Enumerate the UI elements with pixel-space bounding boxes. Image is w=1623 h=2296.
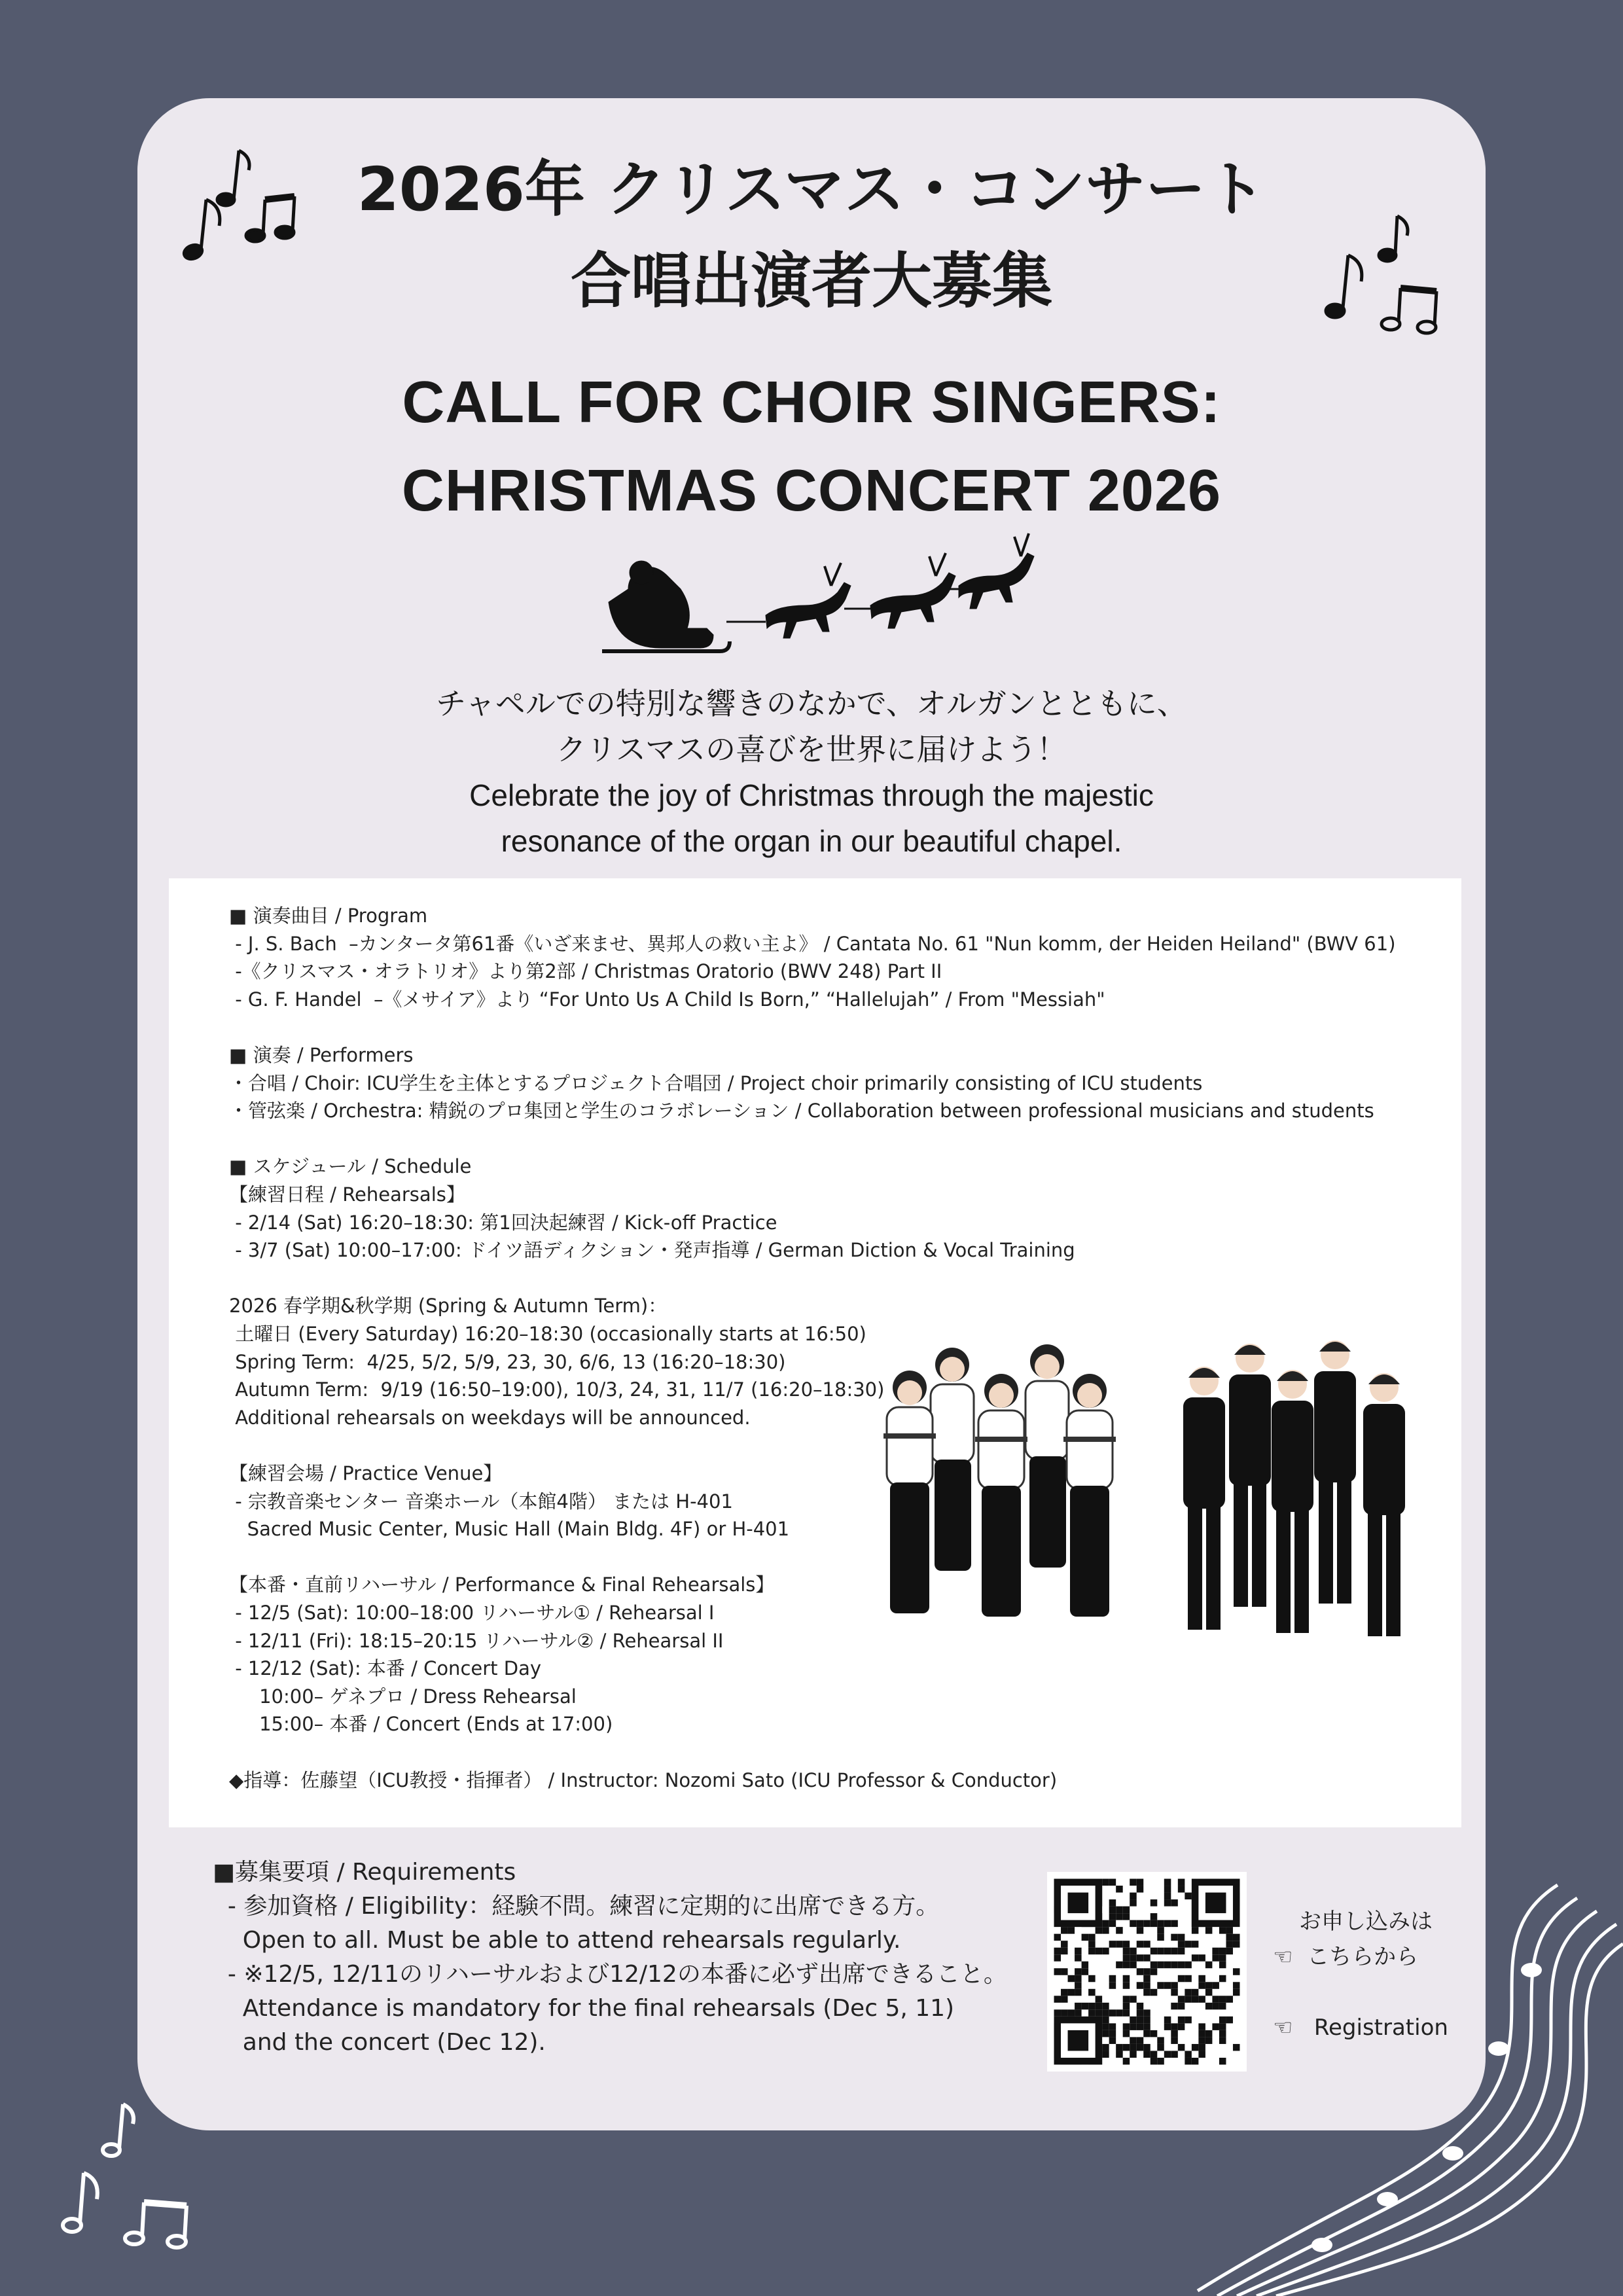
requirement-line: Open to all. Must be able to attend rehearsals regularly. [213, 1927, 901, 1954]
info-line: ・合唱 / Choir: ICU学生を主体とするプロジェクト合唱団 / Project choir primarily consisting of ICU students [229, 1071, 1203, 1094]
info-line: 【本番・直前リハーサル / Performance & Final Rehearsals】 [229, 1573, 775, 1596]
requirement-line: - ※12/5, 12/11のリハーサルおよび12/12の本番に必ず出席できること。 [213, 1961, 1007, 1988]
intro-text-jp-1: チャペルでの特別な響きのなかで、オルガンとともに、 [436, 686, 1187, 721]
info-line: - 宗教音楽センター 音楽ホール（本館4階） または H-401 [229, 1490, 733, 1513]
info-line: Autumn Term: 9/19 (16:50–19:00), 10/3, 24, 31, 11/7 (16:20–18:30) [229, 1378, 885, 1401]
page-subtitle-en: CHRISTMAS CONCERT 2026 [401, 458, 1222, 524]
info-line: ・管弦楽 / Orchestra: 精鋭のプロ集団と学生のコラボレーション / Collaboration between professional musicians and students [229, 1100, 1374, 1122]
info-line: - J. S. Bach –カンタータ第61番《いざ来ませ、異邦人の救い主よ》 / Cantata No. 61 "Nun komm, der Heiden Heiland" (BWV 61) [229, 932, 1396, 955]
page-title-en: CALL FOR CHOIR SINGERS: [402, 370, 1221, 435]
page-subtitle-jp: 合唱出演者大募集 [570, 246, 1052, 316]
info-line: ■ 演奏曲目 / Program [229, 905, 428, 927]
choir-illustration [870, 1329, 1440, 1656]
info-line: Additional rehearsals on weekdays will be announced. [229, 1406, 751, 1429]
intro-text-en-2: resonance of the organ in our beautiful chapel. [501, 824, 1122, 858]
requirement-line: and the concert (Dec 12). [213, 2029, 546, 2056]
intro-text-en-1: Celebrate the joy of Christmas through the majestic [469, 778, 1154, 812]
qr-code[interactable] [1047, 1872, 1247, 2072]
apply-text: お申し込みは [1299, 1909, 1433, 1935]
info-line: 15:00– 本番 / Concert (Ends at 17:00) [229, 1713, 613, 1736]
requirement-line: Attendance is mandatory for the final rehearsals (Dec 5, 11) [213, 1995, 955, 2022]
info-line: 【練習会場 / Practice Venue】 [229, 1462, 503, 1484]
requirement-line: ■募集要項 / Requirements [213, 1859, 516, 1886]
requirement-line: - 参加資格 / Eligibility：経験不問。練習に定期的に出席できる方。 [213, 1893, 940, 1920]
info-line: 土曜日 (Every Saturday) 16:20–18:30 (occasionally starts at 16:50) [229, 1323, 866, 1345]
intro-text-jp-2: クリスマスの喜びを世界に届けよう！ [556, 732, 1067, 767]
singer-woman [931, 1348, 974, 1571]
info-line: - 2/14 (Sat) 16:20–18:30: 第1回決起練習 / Kick-off Practice [229, 1211, 777, 1234]
info-line: 10:00– ゲネプロ / Dress Rehearsal [229, 1685, 577, 1708]
info-line: Spring Term: 4/25, 5/2, 5/9, 23, 30, 6/6, 13 (16:20–18:30) [229, 1350, 786, 1373]
info-line: ■ 演奏 / Performers [229, 1044, 414, 1066]
registration-link[interactable]: ☜ Registration [1273, 2015, 1448, 2041]
info-line: 【練習日程 / Rehearsals】 [229, 1183, 465, 1206]
page-title-jp: 2026年 クリスマス・コンサート [357, 154, 1266, 224]
info-line: - 12/11 (Fri): 18:15–20:15 リハーサル② / Rehearsal II [229, 1629, 724, 1652]
santa-sleigh-icon [596, 524, 1041, 661]
info-line: Sacred Music Center, Music Hall (Main Bldg. 4F) or H-401 [229, 1518, 790, 1541]
apply-link-jp[interactable]: ☜ こちらから [1273, 1944, 1419, 1970]
info-line: -《クリスマス・オラトリオ》より第2部 / Christmas Oratorio (BWV 248) Part II [229, 960, 942, 983]
info-line: - 12/5 (Sat): 10:00–18:00 リハーサル① / Rehearsal I [229, 1602, 715, 1624]
info-line: - G. F. Handel –《メサイア》より “For Unto Us A Child Is Born,” “Hallelujah” / From "Messiah" [229, 988, 1105, 1011]
info-line: - 3/7 (Sat) 10:00–17:00: ドイツ語ディクション・発声指導 / German Diction & Vocal Training [229, 1239, 1075, 1262]
info-line: ◆指導：佐藤望（ICU教授・指揮者） / Instructor: Nozomi Sato (ICU Professor & Conductor) [229, 1768, 1058, 1791]
info-line: - 12/12 (Sat): 本番 / Concert Day [229, 1657, 541, 1680]
info-line: ■ スケジュール / Schedule [229, 1155, 472, 1178]
music-note-icon [46, 2094, 196, 2251]
info-line: 2026 春学期&秋学期 (Spring & Autumn Term)： [229, 1295, 668, 1318]
